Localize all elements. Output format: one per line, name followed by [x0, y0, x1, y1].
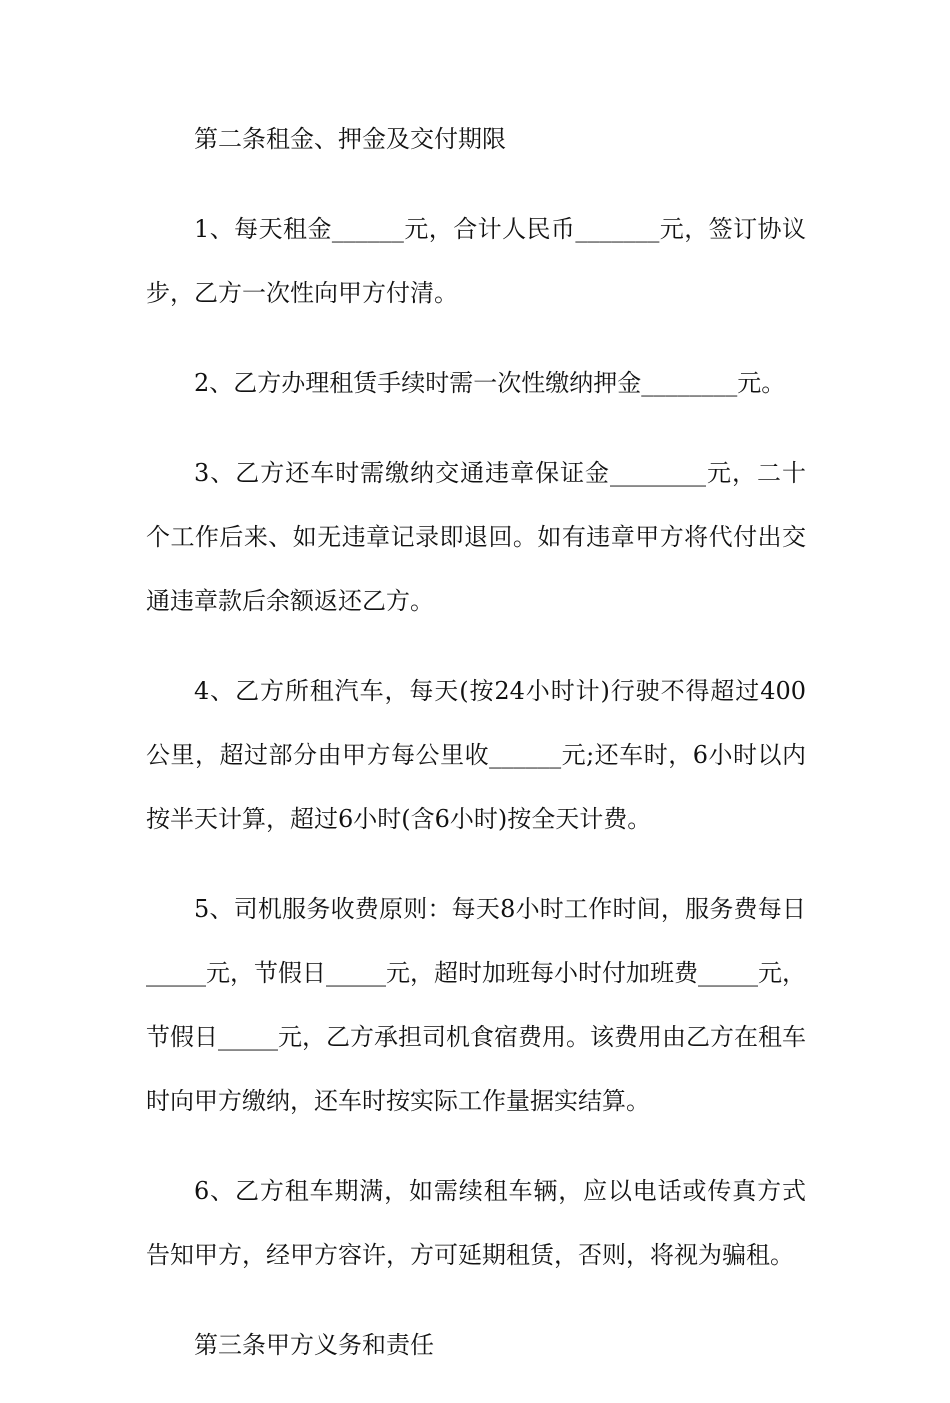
clause-5-driver-service-fees: 5、司机服务收费原则：每天8小时工作时间，服务费每日_____元，节假日_____元，超时加班每小时付加班费_____元，节假日_____元，乙方承担司机食宿费用。该费用由乙方在租车时向甲方缴纳，还车时按实际工作量据实结算。 — [146, 895, 806, 1115]
clause-1-daily-rent: 1、每天租金______元，合计人民币_______元，签订协议步，乙方一次性向甲方付清。 — [146, 215, 806, 307]
section-heading-rent-deposit: 第二条租金、押金及交付期限 — [194, 125, 506, 153]
clause-2-deposit: 2、乙方办理租赁手续时需一次性缴纳押金________元。 — [194, 369, 786, 397]
document-body — [146, 107, 806, 1403]
clause-4-mileage-limit: 4、乙方所租汽车，每天(按24小时计)行驶不得超过400公里，超过部分由甲方每公里收______元;还车时，6小时以内按半天计算，超过6小时(含6小时)按全天计费。 — [146, 677, 806, 833]
section-heading-party-a-obligations: 第三条甲方义务和责任 — [194, 1331, 434, 1359]
clause-3-violation-deposit: 3、乙方还车时需缴纳交通违章保证金________元，二十个工作后来、如无违章记录即退回。如有违章甲方将代付出交通违章款后余额返还乙方。 — [146, 459, 806, 615]
clause-6-lease-extension: 6、乙方租车期满，如需续租车辆，应以电话或传真方式告知甲方，经甲方容许，方可延期租赁，否则，将视为骗租。 — [146, 1177, 806, 1269]
